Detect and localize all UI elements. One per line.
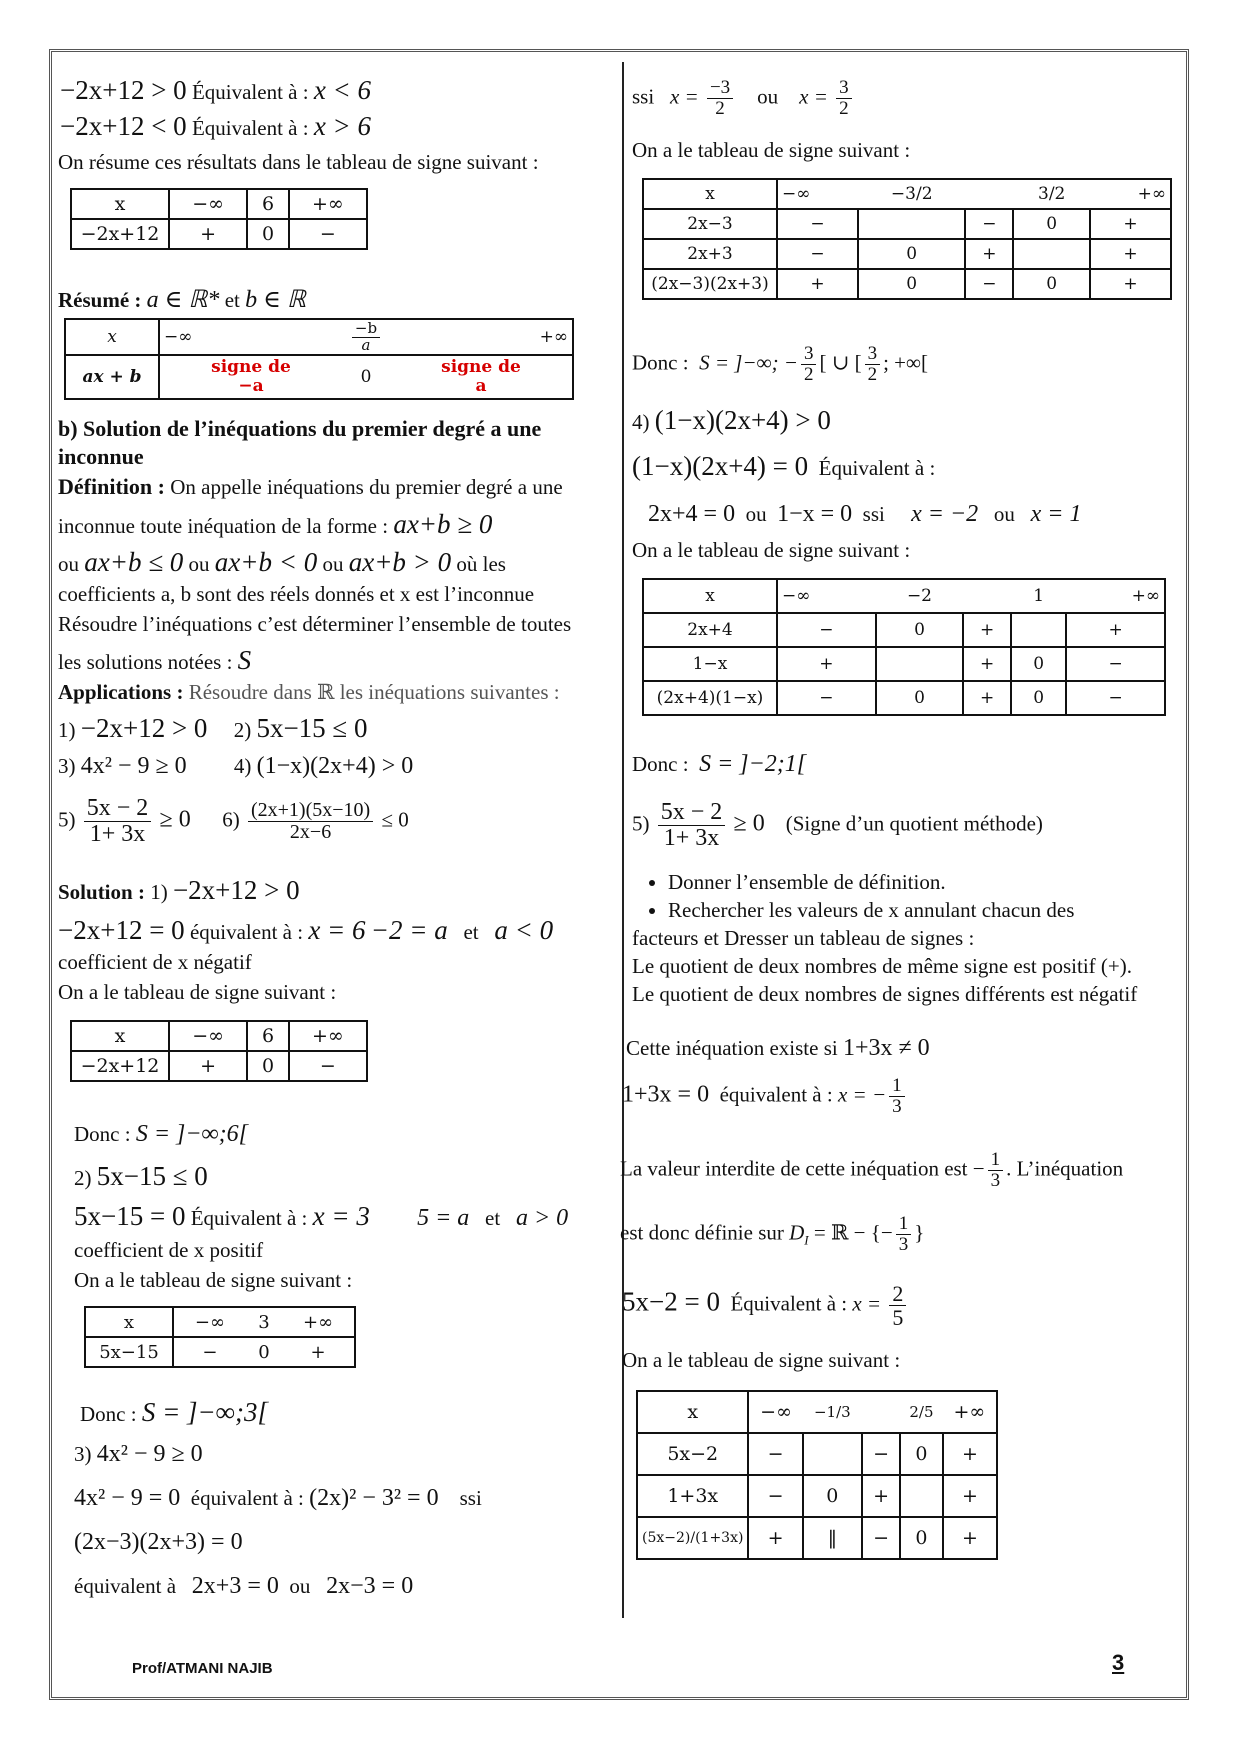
summary-intro: On résume ces résultats dans le tableau de signe suivant : [58,150,539,174]
definition-line-6: les solutions notées : S [58,645,252,675]
solution-2-result: Donc : S = ]−∞;3[ [80,1397,269,1427]
applications-3-4: 3) 4x² − 9 ≥ 0 4) (1−x)(2x+4) > 0 [58,753,414,779]
r-forbidden-value: La valeur interdite de cette inéquation est − $\frac{1}{3}$ . L’inéquation [620,1149,1124,1191]
solution-3-factored: (2x−3)(2x+3) = 0 [74,1529,243,1555]
solution-3-line: 4x² − 9 = 0 équivalent à : (2x)² − 3² = 0 ssi [74,1485,482,1511]
line-2: −2x+12 < 0 Équivalent à : x > 6 [60,111,372,141]
definition-line-4: coefficients a, b sont des réels donnés et x est l’inconnue [58,582,535,606]
method-step-2: • Rechercher les valeurs de x annulant chacun des [668,896,1074,924]
r-roots-line: ssi x = $\frac{-3}{2}$ ou x = $\frac{3}{2}$ [632,78,855,119]
solution-2-title: 2) 5x−15 ≤ 0 [74,1161,208,1191]
r-problem-5: 5) $\frac{5x - 2}{1+ 3x}$ ≥ 0 (Signe d’un quotient méthode) [632,799,1043,852]
r-table-intro-3: On a le tableau de signe suivant : [622,1348,901,1372]
r-problem-4: 4) (1−x)(2x+4) > 0 [632,405,831,435]
sign-table-6: x −∞ −1/3 2/5 +∞ 5x−2 − − 0 + 1+3x − 0 + + (5x−2)/(1+3x) + ‖ − 0 + [636,1390,998,1560]
sign-table-2: x −∞ 6 +∞ −2x+12 + 0 − [70,1020,368,1082]
r-root-eq: 5x−2 = 0 Équivalent à : x = $\frac{2}{5}$ [622,1282,909,1329]
r-table-intro-2: On a le tableau de signe suivant : [632,538,911,562]
solution-1-result: Donc : S = ]−∞;6[ [74,1121,248,1147]
solution-3-roots: équivalent à 2x+3 = 0 ou 2x−3 = 0 [74,1573,414,1599]
r-result-4: Donc : S = ]−2;1[ [632,751,807,777]
method-step-1: • Donner l’ensemble de définition. [668,868,1074,896]
sign-table-3: x −∞ 3 +∞ 5x−15 − 0 + [84,1306,356,1368]
definition-line-2: inconnue toute inéquation de la forme : ax+b ≥ 0 [58,509,493,539]
sign-table-resume: x −∞ $\frac{-b}{a}$ +∞ ax + b signe de −a 0 signe de a [64,318,574,400]
r-method-line-3: facteurs et Dresser un tableau de signes : [632,926,975,950]
sign-table-4: x −∞ −3/2 3/2 +∞ 2x−3 − − 0 + 2x+3 − 0 + + (2x−3)(2x+3) + 0 − 0 + [642,178,1172,300]
line-1: −2x+12 > 0 Équivalent à : x < 6 [60,75,372,105]
page-number: 3 [1112,1650,1125,1675]
method-list [640,868,1074,925]
sign-table-5: x −∞ −2 1 +∞ 2x+4 − 0 + + 1−x + + 0 − (2x+4)(1−x) − 0 + 0 − [642,578,1166,716]
solution-1-line: −2x+12 = 0 équivalent à : x = 6 −2 = a et a < 0 [58,915,554,945]
solution-3-title: 3) 4x² − 9 ≥ 0 [74,1441,203,1467]
r-forbidden-eq: 1+3x = 0 équivalent à : x = − $\frac{1}{3}$ [622,1076,908,1117]
solution-2-intro: On a le tableau de signe suivant : [74,1268,353,1292]
solution-line: Solution : 1) −2x+12 > 0 [58,875,300,905]
applications-line: Applications : Résoudre dans ℝ les inéquations suivantes : [58,680,560,704]
solution-2-line: 5x−15 = 0 Équivalent à : x = 3 5 = a et a > 0 [74,1201,569,1231]
r-method-line-4: Le quotient de deux nombres de même signe est positif (+). [632,954,1132,978]
definition-line-1: Définition : On appelle inéquations du premier degré a une [58,474,563,499]
r-problem-4-roots: 2x+4 = 0 ou 1−x = 0 ssi x = −2 ou x = 1 [648,501,1082,527]
r-table-intro-1: On a le tableau de signe suivant : [632,138,911,162]
applications-5-6: 5) $\frac{5x - 2}{1+ 3x}$ ≥ 0 6) $\frac{(2x+1)(5x-10)}{2x-6}$ ≤ 0 [58,795,409,848]
solution-1-intro: On a le tableau de signe suivant : [58,980,337,1004]
r-result-3: Donc : S = ]−∞; − $\frac{3}{2}$ [ ∪ [ $\frac{3}{2}$ ; +∞[ [632,343,928,385]
solution-2-coef: coefficient de x positif [74,1238,264,1262]
applications-1-2: 1) −2x+12 > 0 2) 5x−15 ≤ 0 [58,713,368,743]
column-divider [622,62,624,1618]
r-method-line-5: Le quotient de deux nombres de signes différents est négatif [632,982,1138,1006]
resume-line: Résumé : a ∈ ℝ* et b ∈ ℝ [58,287,306,313]
r-problem-4-eq: (1−x)(2x+4) = 0 Équivalent à : [632,451,936,481]
sign-table-1: x −∞ 6 +∞ −2x+12 + 0 − [70,188,368,250]
r-existence: Cette inéquation existe si 1+3x ≠ 0 [626,1035,930,1061]
section-b-title-2: inconnue [58,444,144,469]
section-b-title: b) Solution de l’inéquations du premier degré a une [58,416,542,441]
r-domain: est donc définie sur $D_I$ = ℝ − {− $\frac{1}{3}$ } [620,1213,925,1255]
footer-author: Prof/ATMANI NAJIB [132,1660,273,1677]
definition-line-3: ou ax+b ≤ 0 ou ax+b < 0 ou ax+b > 0 où les [58,547,506,577]
definition-line-5: Résoudre l’inéquations c’est déterminer l’ensemble de toutes [58,612,572,636]
solution-1-coef: coefficient de x négatif [58,950,252,974]
